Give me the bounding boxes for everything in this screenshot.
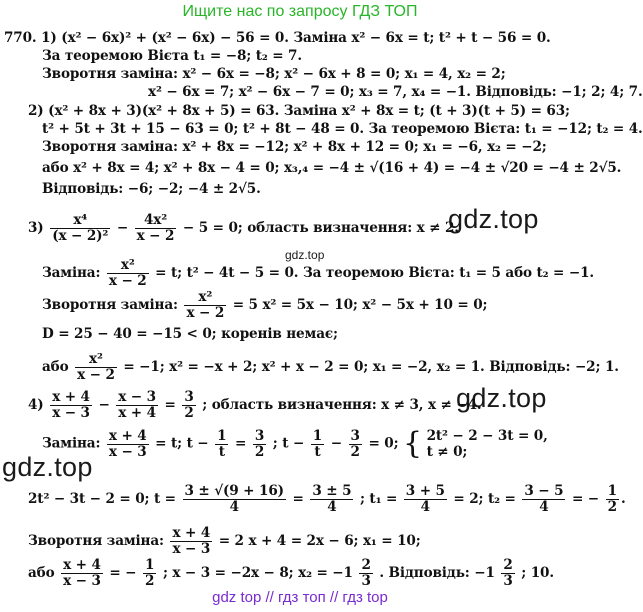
line-19-part: або xyxy=(28,565,55,581)
line-17-part: ; t₁ = xyxy=(359,491,398,507)
watermark-gdz-top-2: gdz.top xyxy=(456,383,547,413)
solution-line-1 xyxy=(4,30,551,47)
line-15-text: ; область визначення: x ≠ 3, x ≠ −4. xyxy=(202,397,482,413)
solution-line-4: x² − 6x = 7; x² − 6x − 7 = 0; x₃ = 7, x₄ = −1. Відповідь: −1; 2; 4; 7. xyxy=(148,84,643,100)
line-17-part: = xyxy=(292,491,304,507)
footer-links[interactable]: gdz top // гдз топ // гдз top xyxy=(212,589,388,606)
fraction: $\frac{3 + 5}{4}$ xyxy=(405,483,445,515)
fraction: $\frac{x + 4}{x - 3}$ xyxy=(63,557,101,589)
solution-line-7: Зворотня заміна: x² + 8x = −12; x² + 8x + 12 = 0; x₁ = −6, x₂ = −2; xyxy=(42,139,547,155)
solution-line-19 xyxy=(28,558,554,589)
fraction: $\frac{x + 4}{x - 3}$ xyxy=(172,525,211,557)
fraction: $\frac{1}{t}$ xyxy=(312,427,323,460)
fraction: $\frac{\text{4x²}}{x - 2}$ xyxy=(136,212,175,244)
line-14-label: або xyxy=(42,359,69,375)
line-19-part: = − xyxy=(109,565,137,581)
solution-line-10: 3) $\frac{\text{x⁴}}{\text{(x − 2)²}}$ − $\frac{\text{4x²}}{x - 2}$ − 5 = 0; область визначення: x ≠ 2. xyxy=(28,212,459,244)
line-16-part: = xyxy=(235,435,247,452)
watermark-gdz-top-3: gdz.top xyxy=(2,452,93,482)
line-10-text: − 5 = 0; область визначення: x ≠ 2. xyxy=(182,220,459,236)
line-16-part: = t; t − xyxy=(155,435,209,452)
solution-line-2: За теоремою Вієта t₁ = −8; t₂ = 7. xyxy=(42,48,302,64)
watermark-gdz-top-1: gdz.top xyxy=(448,204,539,234)
solution-line-17: 2t² − 3t − 2 = 0; t = $\frac{3 \pm √(9 + 16)}{4}$ = $\frac{3 \pm 5}{4}$ ; t₁ = $\frac{3 + 5}{4}$ = 2; t₂ = $\frac{3 - 5}{4}$ = − $\frac{1}{2}$ . xyxy=(28,483,626,515)
solution-line-8: або x² + 8x = 4; x² + 8x − 4 = 0; x₃,₄ = −4 ± √(16 + 4) = −4 ± √20 = −4 ± 2√5. xyxy=(42,160,622,176)
line-16-part: = 0; xyxy=(368,435,399,452)
line-15-label: 4) xyxy=(28,397,44,413)
solution-line-16 xyxy=(42,428,548,460)
fraction: $\frac{3 \pm 5}{4}$ xyxy=(312,483,352,515)
solution-line-9: Відповідь: −6; −2; −4 ± 2√5. xyxy=(42,181,261,197)
line-1-text: 1) (x² − 6x)² + (x² − 6x) − 56 = 0. Заміна x² − 6x = t; t² + t − 56 = 0. xyxy=(41,30,551,46)
solution-line-11 xyxy=(42,258,594,289)
line-16-part: ; t − xyxy=(272,435,305,452)
line-14-text: = −1; x² = −x + 2; x² + x − 2 = 0; x₁ = −2, x₂ = 1. Відповідь: −2; 1. xyxy=(123,359,619,375)
fraction: $\frac{x + 4}{x - 3}$ xyxy=(52,389,90,421)
solution-line-13: D = 25 − 40 = −15 < 0; коренів немає; xyxy=(42,326,338,342)
fraction: $\frac{3}{2}$ xyxy=(184,389,194,421)
fraction: $\frac{\text{x⁴}}{\text{(x − 2)²}}$ xyxy=(52,212,109,244)
line-16-label: Заміна: xyxy=(42,435,101,452)
system-of-equations xyxy=(427,428,548,460)
line-19-part: ; x − 3 = −2x − 8; x₂ = −1 xyxy=(162,565,353,581)
line-11-label: Заміна: xyxy=(42,265,101,281)
line-11-text: = t; t² − 4t − 5 = 0. За теоремою Вієта: t₁ = 5 або t₂ = −1. xyxy=(155,265,594,281)
solution-line-6: t² + 5t + 3t + 15 − 63 = 0; t² + 8t − 48 = 0. За теоремою Вієта: t₁ = −12; t₂ = 4. xyxy=(42,121,643,137)
solution-line-15: 4) $\frac{x + 4}{x - 3}$ − $\frac{x - 3}{x + 4}$ = $\frac{3}{2}$ ; область визначення: x ≠ 3, x ≠ −4. xyxy=(28,389,482,421)
line-17-part: = − xyxy=(571,491,600,507)
line-16-part: − xyxy=(330,435,342,452)
fraction: $\frac{\text{x²}}{x - 2}$ xyxy=(77,351,115,383)
line-18-label: Зворотня заміна: xyxy=(28,533,164,549)
problem-number: 770. xyxy=(4,30,37,46)
fraction: $\frac{\text{x²}}{x - 2}$ xyxy=(186,289,225,321)
line-17-part: = 2; t₂ = xyxy=(453,491,516,507)
line-19-part: ; 10. xyxy=(521,565,554,581)
fraction: $\frac{1}{t}$ xyxy=(217,427,227,460)
line-12-text: = 5 x² = 5x − 10; x² − 5x + 10 = 0; xyxy=(232,297,488,313)
line-19-part: . Відповідь: −1 xyxy=(379,565,495,581)
watermark-small: gdz.top xyxy=(285,248,325,262)
fraction: $\frac{x + 4}{x - 3}$ xyxy=(108,427,147,460)
system-line-1: 2t² − 2 − 3t = 0, xyxy=(426,428,548,444)
line-12-label: Зворотня заміна: xyxy=(42,297,178,313)
line-18-text: = 2 x + 4 = 2x − 6; x₁ = 10; xyxy=(218,533,421,549)
line-17-part: 2t² − 3t − 2 = 0; t = xyxy=(28,491,176,507)
fraction: $\frac{3 \pm √(9 + 16)}{4}$ xyxy=(184,483,284,515)
fraction: $\frac{3}{2}$ xyxy=(350,427,360,460)
solution-line-18 xyxy=(28,526,421,557)
fraction: $\frac{\text{x²}}{x - 2}$ xyxy=(108,257,147,289)
solution-line-3: Зворотня заміна: x² − 6x = −8; x² − 6x + 8 = 0; x₁ = 4, x₂ = 2; xyxy=(42,66,506,82)
line-10-label: 3) xyxy=(28,220,44,236)
fraction: $\frac{2}{3}$ xyxy=(503,557,513,589)
fraction: $\frac{2}{3}$ xyxy=(361,557,371,589)
system-brace-icon: { xyxy=(403,426,422,461)
system-line-2: t ≠ 0; xyxy=(426,444,468,460)
fraction: $\frac{3 - 5}{4}$ xyxy=(524,483,564,515)
header-banner: Ищите нас по запросу ГДЗ ТОП xyxy=(182,3,418,20)
fraction: $\frac{1}{2}$ xyxy=(145,557,155,589)
fraction: $\frac{3}{2}$ xyxy=(254,427,265,460)
fraction: $\frac{x - 3}{x + 4}$ xyxy=(118,389,156,421)
solution-line-14 xyxy=(42,352,619,383)
fraction: $\frac{1}{2}$ xyxy=(607,483,617,515)
solution-line-12 xyxy=(42,290,487,321)
solution-line-5: 2) (x² + 8x + 3)(x² + 8x + 5) = 63. Заміна x² + 8x = t; (t + 3)(t + 5) = 63; xyxy=(28,103,570,119)
